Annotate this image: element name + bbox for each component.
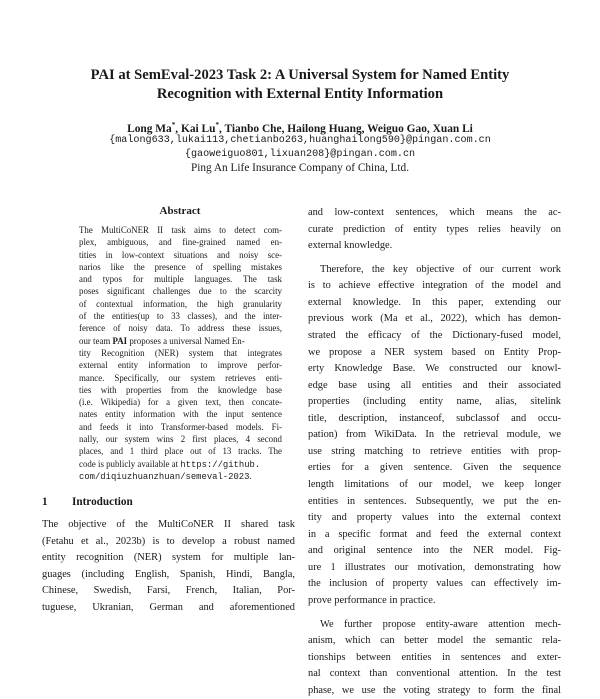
body-line: Therefore, the key objective of our current work <box>308 262 561 279</box>
body-line: tionships between entities in sentences and exter- <box>308 650 561 667</box>
body-line: external knowledge. In this paper, extending our <box>308 295 561 312</box>
code-url-part-1[interactable]: https://github. <box>180 460 260 470</box>
equal-contribution-mark: * <box>172 121 176 129</box>
abstract-line: ference of noisy data. To address these issues, <box>79 322 282 334</box>
body-line: erty Knowledge Base. We constructed our knowl- <box>308 361 561 378</box>
abstract-heading: Abstract <box>90 205 270 217</box>
body-line: phase, we use the voting strategy to form the final <box>308 683 561 699</box>
author-2: Kai Lu <box>181 123 216 135</box>
abstract-line: ties with properties from the knowledge base <box>79 384 282 396</box>
body-line: edge base using all entities and their associated <box>308 378 561 395</box>
abstract-line: and typos for multiple languages. The task <box>79 273 282 285</box>
team-name: PAI <box>113 336 128 346</box>
body-line: previous work (Ma et al., 2022), which has demon- <box>308 311 561 328</box>
other-authors: Tianbo Che, Hailong Huang, Weiguo Gao, Xuan Li <box>224 123 472 135</box>
body-line: title, description, instanceof, subclassof and occu- <box>308 411 561 428</box>
body-line: properties (including entity name, alias, sitelink <box>308 394 561 411</box>
author-1: Long Ma <box>127 123 172 135</box>
body-line: is to achieve effective integration of the model and <box>308 278 561 295</box>
paragraph-1 <box>308 205 561 255</box>
section-title: Introduction <box>72 496 133 508</box>
body-line: strated the efficacy of the Dictionary-fused model, <box>308 328 561 345</box>
abstract-line: tities in low-context situations and noisy sce- <box>79 249 282 261</box>
body-line: curate prediction of entity types relies heavily on <box>308 222 561 239</box>
abstract-line: nally, our system wins 2 first places, 4 second <box>79 433 282 445</box>
paragraph-3 <box>308 617 561 699</box>
abstract-line <box>79 335 282 347</box>
body-line: we propose a NER system based on Entity Prop- <box>308 345 561 362</box>
email-line-2[interactable]: {gaoweiguo801,lixuan208}@pingan.com.cn <box>40 149 560 160</box>
body-line: pation) from WikiData. In the retrieval module, we <box>308 427 561 444</box>
paragraph-2 <box>308 262 561 610</box>
abstract-line: and feeds it into Transformer-based models. Fi- <box>79 421 282 433</box>
abstract-line-text: code is publicly available at <box>79 459 180 469</box>
body-line: entity recognition (NER) system for multiple lan- <box>42 550 295 567</box>
body-line: The objective of the MultiCoNER II shared task <box>42 517 295 534</box>
abstract-line: places, and 1 third place out of 13 tracks. The <box>79 445 282 457</box>
abstract-line: (i.e. Wikipedia) for a given text, then concate- <box>79 396 282 408</box>
body-line: and original sentence into the NER model. Fig- <box>308 543 561 560</box>
body-line: external knowledge. <box>308 238 561 255</box>
body-line: length limitations of our model, we keep longer <box>308 477 561 494</box>
introduction-paragraph <box>42 517 295 617</box>
affiliation: Ping An Life Insurance Company of China, Ltd. <box>40 162 560 174</box>
equal-contribution-mark: * <box>215 121 219 129</box>
body-line: nal context than conventional attention. In the test <box>308 666 561 683</box>
code-url-part-2[interactable]: com/diqiuzhuanzhuan/semeval-2023 <box>79 472 249 482</box>
abstract-line-text: proposes a universal Named En- <box>129 336 244 346</box>
abstract-line: of the entities(up to 33 classes), and the inter- <box>79 310 282 322</box>
body-line: guages (including English, Spanish, Hindi, Bangla, <box>42 567 295 584</box>
abstract-line: tity Recognition (NER) system that integrates <box>79 347 282 359</box>
abstract-line <box>79 470 282 482</box>
abstract-line: plex, ambiguous, and fine-grained named en- <box>79 236 282 248</box>
section-number: 1 <box>42 496 72 508</box>
body-line: anism, which can better model the semantic rela- <box>308 633 561 650</box>
body-line: use string matching to retrieve entities with prop- <box>308 444 561 461</box>
abstract-line-text: . <box>249 471 251 481</box>
right-column <box>308 205 561 699</box>
body-line: prove performance in practice. <box>308 593 561 610</box>
body-line: We further propose entity-aware attention mech- <box>308 617 561 634</box>
author-list: Long Ma*, Kai Lu*, Tianbo Che, Hailong Huang, Weiguo Gao, Xuan Li <box>40 121 560 135</box>
body-line: the inclusion of property values can effectively im- <box>308 576 561 593</box>
abstract-line: The MultiCoNER II task aims to detect com- <box>79 224 282 236</box>
body-line: in a specific format and feed the external context <box>308 527 561 544</box>
abstract-line: poses significant challenges due to the scarcity <box>79 285 282 297</box>
abstract-line: external entity information to improve perfor- <box>79 359 282 371</box>
email-line-1[interactable]: {malong633,lukai113,chetianbo263,huanghailong590}@pingan.com.cn <box>40 135 560 146</box>
abstract-line-text: our team <box>79 336 113 346</box>
body-line: ure 1 illustrates our motivation, demonstrating how <box>308 560 561 577</box>
body-line: Chinese, Swedish, Farsi, French, Italian, Por- <box>42 583 295 600</box>
body-line: tuguese, Ukranian, German and aforementioned <box>42 600 295 617</box>
body-line: (Fetahu et al., 2023b) is to develop a robust named <box>42 534 295 551</box>
paper-title-line-2: Recognition with External Entity Information <box>40 85 560 104</box>
paper-title-line-1: PAI at SemEval-2023 Task 2: A Universal System for Named Entity <box>40 66 560 85</box>
abstract-line: of contextual information, the high granularity <box>79 298 282 310</box>
body-line: tity and property values into the external context <box>308 510 561 527</box>
body-line: and low-context sentences, which means the ac- <box>308 205 561 222</box>
abstract-line: mance. Specifically, our system retrieves enti- <box>79 372 282 384</box>
abstract-line <box>79 458 282 470</box>
abstract-body <box>79 224 282 482</box>
section-heading-introduction <box>42 496 133 508</box>
abstract-line: nates entity information with the input sentence <box>79 408 282 420</box>
abstract-line: narios like the presence of spelling mistakes <box>79 261 282 273</box>
body-line: erties for a given sentence. Given the sequence <box>308 460 561 477</box>
body-line: entities in sentences. Subsequently, we put the en- <box>308 494 561 511</box>
